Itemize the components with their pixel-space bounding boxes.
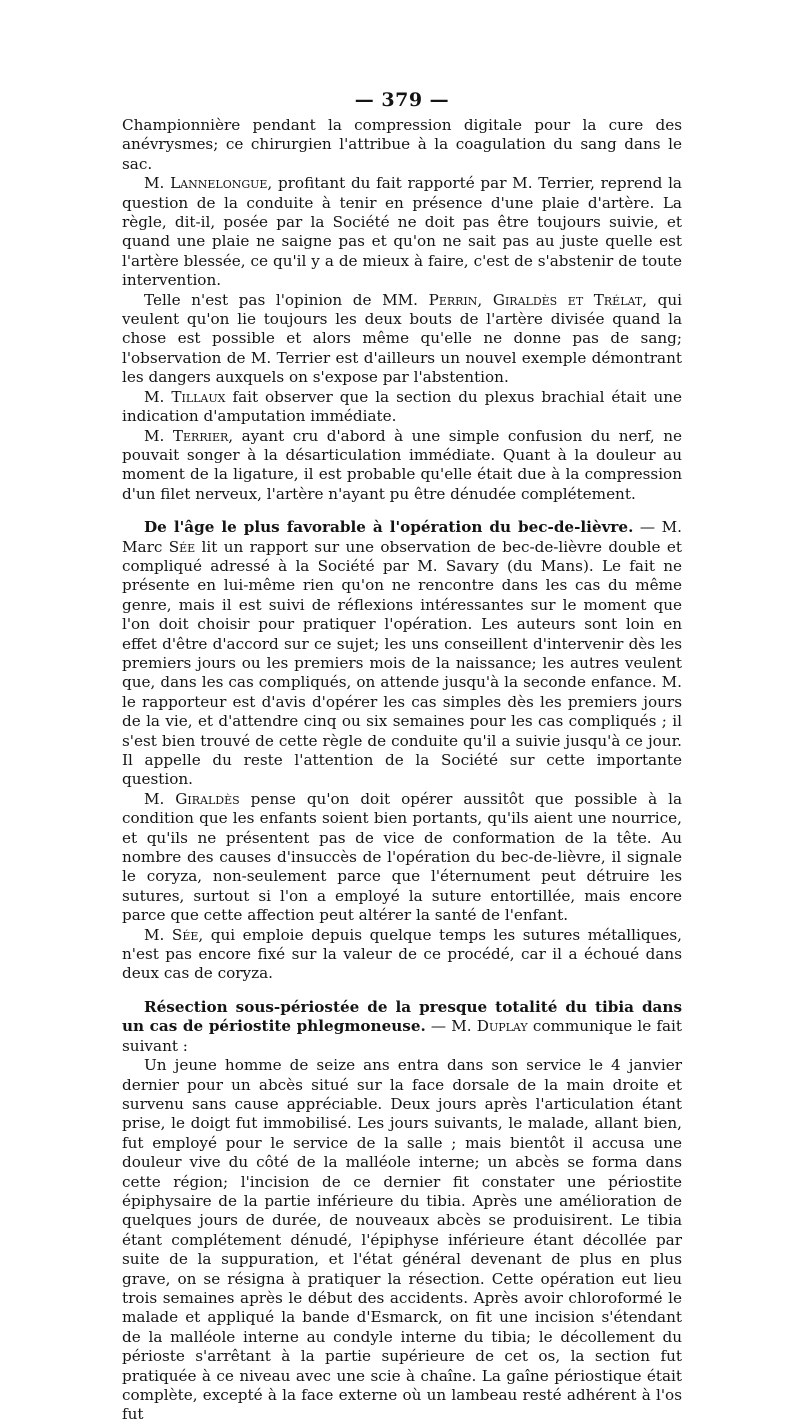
paragraph <box>122 174 682 290</box>
paragraph <box>122 998 682 1056</box>
paragraph: Championnière pendant la compression digitale pour la cure des anévrysmes; ce chirurgien l'attribue à la coagulation du sang dans le sac. <box>122 116 682 173</box>
paragraph <box>122 790 682 926</box>
paragraph <box>122 427 682 505</box>
section-resection-tibia <box>122 998 682 1425</box>
paragraph <box>122 388 682 427</box>
paragraph-text: Telle n'est pas l'opinion de MM. <box>144 290 429 309</box>
paragraph <box>122 926 682 984</box>
author-name: Duplay <box>476 1017 528 1036</box>
author-name: M. Giraldès <box>144 789 240 808</box>
paragraph-text: qui veulent qu'on lie toujours les deux bouts de l'artère divisée quand la chose est possible et alors même qu'elle ne donne pas de sang; l'observation de M. Terrier est d'ailleurs un nouvel exemple démontrant les dangers auxquels on s'expose par l'abstention. <box>122 290 682 387</box>
paragraph <box>122 518 682 790</box>
author-name: M. Sée, <box>144 925 204 944</box>
section-heading: De l'âge le plus favorable à l'opération du bec-de-lièvre. <box>144 518 634 537</box>
author-name: M. Tillaux <box>144 387 226 406</box>
paragraph-text: pense qu'on doit opérer aussitôt que possible à la condition que les enfants soient bien portants, qu'ils aient une nourrice, et qu'ils ne présentent pas de vice de conformation de la tête. Au nombre des causes d'insuccès de l'opération du bec-de-lièvre, il signale le coryza, non-seulement parce que l'éternument peut détruire les sutures, surtout si l'on a employé la suture entortillée, mais encore parce que cette affection peut altérer la santé de l'enfant. <box>122 789 683 925</box>
paragraph-text: lit un rapport sur une observation de bec-de-lièvre double et compliqué adressé à la Société par M. Savary (du Mans). Le fait ne présente en lui-même rien qu'on ne rencontre dans les cas du même genre, mais il est suivi de réflexions intéressantes sur le moment que l'on doit choisir pour pratiquer l'opération. Les auteurs sont loin en effet d'être d'accord sur ce sujet; les uns conseillent d'intervenir dès les premiers jours ou les premiers mois de la naissance; les autres veulent que, dans les cas compliqués, on attende jusqu'à la seconde enfance. M. le rapporteur est d'avis d'opérer les cas simples dès les premiers jours de la vie, et d'attendre cinq ou six semaines pour les cas compliqués ; il s'est bien trouvé de cette règle de conduite qu'il a suivie jusqu'à ce jour. Il appelle du reste l'attention de la Société sur cette importante question. <box>122 537 682 789</box>
paragraph-text: — M. Marc <box>122 518 682 556</box>
paragraph-text: qui emploie depuis quelque temps les sutures métalliques, n'est pas encore fixé sur la valeur de ce procédé, car il a échoué dans deux cas de coryza. <box>122 925 682 983</box>
paragraph-text: ayant cru d'abord à une simple confusion du nerf, ne pouvait songer à la désarticulation immédiate. Quant à la douleur au moment de la ligature, il est probable qu'elle était due à la compression d'un filet nerveux, l'artère n'ayant pu être dénudée complétement. <box>122 426 682 503</box>
paragraph-text: profitant du fait rapporté par M. Terrier, reprend la question de la conduite à tenir en présence d'une plaie d'artère. La règle, dit-il, posée par la Société ne doit pas être toujours suivie, et quand une plaie ne saigne pas et qu'on ne sait pas au juste quelle est l'artère blessée, ce qu'il y a de mieux à faire, c'est de s'abstenir de toute intervention. <box>122 174 682 290</box>
paragraph <box>122 291 682 388</box>
author-name: Sée <box>168 537 196 556</box>
section-heading: Résection sous-périostée de la presque totalité du tibia dans un cas de périostite phlegmoneuse. <box>122 997 682 1036</box>
section-bec-de-lievre <box>122 518 682 984</box>
paragraph-text: — M. <box>425 1017 477 1036</box>
author-name: M. Terrier, <box>144 426 234 445</box>
paragraph: Un jeune homme de seize ans entra dans son service le 4 janvier dernier pour un abcès situé sur la face dorsale de la main droite et survenu sans cause appréciable. Deux jours après l'articulation étant prise, le doigt fut immobilisé. Les jours suivants, le malade, allant bien, fut employé pour le service de la salle ; mais bientôt il accusa une douleur vive du côté de la malléole interne; un abcès se forma dans cette région; l'incision de ce dernier fit constater une périostite épiphysaire de la partie inférieure du tibia. Après une amélioration de quelques jours de durée, de nouveaux abcès se produisirent. Le tibia étant complétement dénudé, l'épiphyse inférieure étant décollée par suite de la suppuration, et l'état général devenant de plus en plus grave, on se résigna à pratiquer la résection. Cette opération eut lieu trois semaines après le début des accidents. Après avoir chloroformé le malade et appliqué la bande d'Esmarck, on fit une incision s'étendant de la malléole interne au condyle interne du tibia; le décollement du périoste s'arrêtant à la partie supérieure de cet os, la section fut pratiquée à ce niveau avec une scie à chaîne. La gaîne périostique était complète, excepté à la face externe où un lambeau resté adhérent à l'os fut <box>122 1056 682 1424</box>
paragraph-text: communique le fait suivant : <box>122 1017 682 1055</box>
author-name: M. Lannelongue, <box>144 174 273 193</box>
author-names: Perrin, Giraldès et Trélat, <box>428 290 648 309</box>
page-number: — 379 — <box>354 89 450 111</box>
paragraph-text: fait observer que la section du plexus brachial était une indication d'amputation immédiate. <box>122 387 683 426</box>
book-page <box>122 88 682 1425</box>
